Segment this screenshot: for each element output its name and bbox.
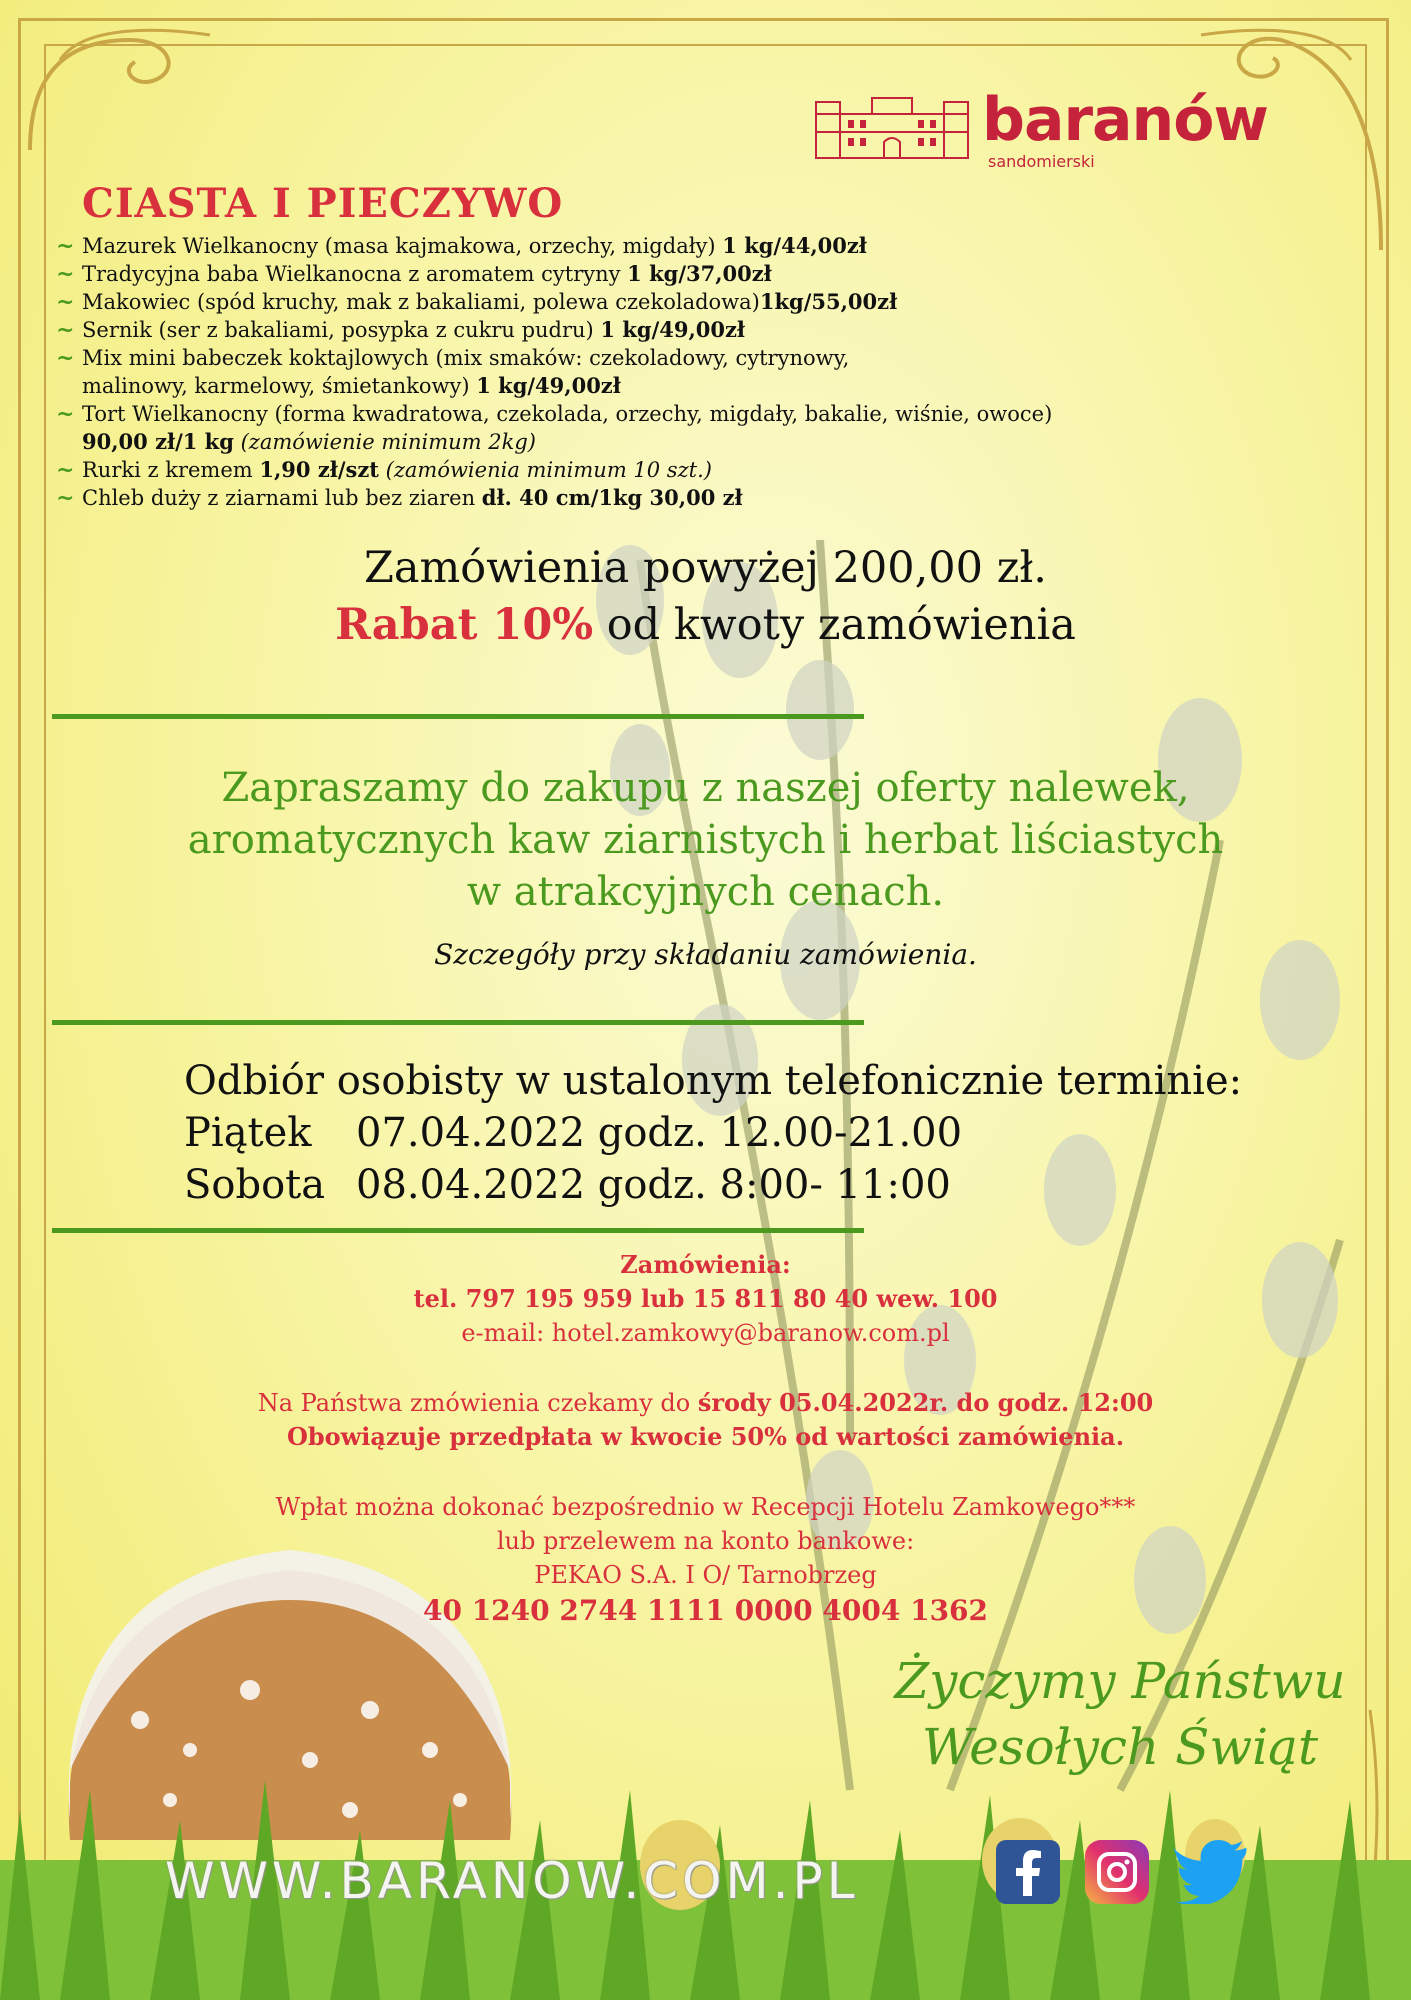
product-list	[52, 232, 1052, 512]
brand-logo	[812, 85, 1292, 178]
brand-subtitle: sandomierski	[988, 152, 1095, 171]
list-item: ~ Chleb duży z ziarnami lub bez ziaren dł. 40 cm/1kg 30,00 zł	[56, 485, 743, 511]
pickup-info	[184, 1055, 1242, 1211]
website-link[interactable]: WWW.BARANOW.COM.PL	[165, 1852, 859, 1910]
divider	[52, 1228, 864, 1233]
bullet-icon: ~	[56, 289, 75, 315]
payment-info: Wpłat można dokonać bezpośrednio w Recepcji Hotelu Zamkowego***	[275, 1493, 1136, 1521]
bank-name: PEKAO S.A. I O/ Tarnobrzeg	[534, 1561, 877, 1589]
pickup-heading: Odbiór osobisty w ustalonym telefonicznie terminie:	[184, 1058, 1243, 1104]
wishes: Życzymy Państwu Wesołych Świąt	[894, 1652, 1346, 1776]
list-item: ~ Mix mini babeczek koktajlowych (mix smaków: czekoladowy, cytrynowy, malinowy, karmelowy, śmietankowy) 1 kg/49,00zł	[56, 345, 850, 398]
pickup-row: Sobota 08.04.2022 godz. 8:00- 11:00	[184, 1162, 951, 1208]
bullet-icon: ~	[56, 345, 75, 371]
orders-heading: Zamówienia:	[620, 1250, 791, 1279]
bullet-icon: ~	[56, 317, 75, 343]
bullet-icon: ~	[56, 485, 75, 511]
bullet-icon: ~	[56, 233, 75, 259]
bank-account: 40 1240 2744 1111 0000 4004 1362	[422, 1594, 989, 1627]
payment-info: lub przelewem na konto bankowe:	[496, 1527, 915, 1555]
promo-threshold: Zamówienia powyżej 200,00 zł.	[364, 543, 1047, 593]
bullet-icon: ~	[56, 261, 75, 287]
bullet-icon: ~	[56, 457, 75, 483]
instagram-icon[interactable]	[1085, 1840, 1149, 1904]
list-item: ~ Mazurek Wielkanocny (masa kajmakowa, orzechy, migdały) 1 kg/44,00zł	[56, 233, 867, 259]
brand-name: baranów	[982, 85, 1268, 155]
divider	[52, 714, 864, 719]
phone-numbers: tel. 797 195 959 lub 15 811 80 40 wew. 100	[413, 1284, 998, 1313]
castle-icon	[812, 92, 972, 162]
list-item: ~ Sernik (ser z bakaliami, posypka z cukru pudru) 1 kg/49,00zł	[56, 317, 746, 343]
prepayment-note: Obowiązuje przedpłata w kwocie 50% od wartości zamówienia.	[286, 1422, 1125, 1451]
pickup-row: Piątek 07.04.2022 godz. 12.00-21.00	[184, 1110, 963, 1156]
divider	[52, 1020, 864, 1025]
list-item: ~ Makowiec (spód kruchy, mak z bakaliami, polewa czekoladowa)1kg/55,00zł	[56, 289, 898, 315]
list-item: ~ Tradycyjna baba Wielkanocna z aromatem cytryny 1 kg/37,00zł	[56, 261, 772, 287]
invite-text: Zapraszamy do zakupu z naszej oferty nalewek, aromatycznych kaw ziarnistych i herbat liściastych w atrakcyjnych cenach.	[187, 765, 1224, 915]
details-note: Szczegóły przy składaniu zamówienia.	[434, 938, 977, 971]
bullet-icon: ~	[56, 401, 75, 427]
list-item: ~ Tort Wielkanocny (forma kwadratowa, czekolada, orzechy, migdały, bakalie, wiśnie, owoce) 90,00 zł/1 kg (zamówienie minimum 2kg)	[56, 401, 1053, 454]
order-deadline: Na Państwa zmówienia czekamy do środy 05.04.2022r. do godz. 12:00	[257, 1388, 1154, 1417]
facebook-icon[interactable]	[996, 1840, 1060, 1904]
section-title: CIASTA I PIECZYWO	[82, 180, 564, 227]
corner-swirl-top-left	[20, 20, 220, 160]
discount-label: Rabat 10%	[335, 600, 594, 650]
twitter-icon[interactable]	[1170, 1840, 1250, 1904]
email-address: e-mail: hotel.zamkowy@baranow.com.pl	[461, 1319, 950, 1347]
promo-discount: Rabat 10% od kwoty zamówienia	[335, 600, 1076, 650]
list-item: ~ Rurki z kremem 1,90 zł/szt (zamówienia minimum 10 szt.)	[56, 457, 712, 483]
